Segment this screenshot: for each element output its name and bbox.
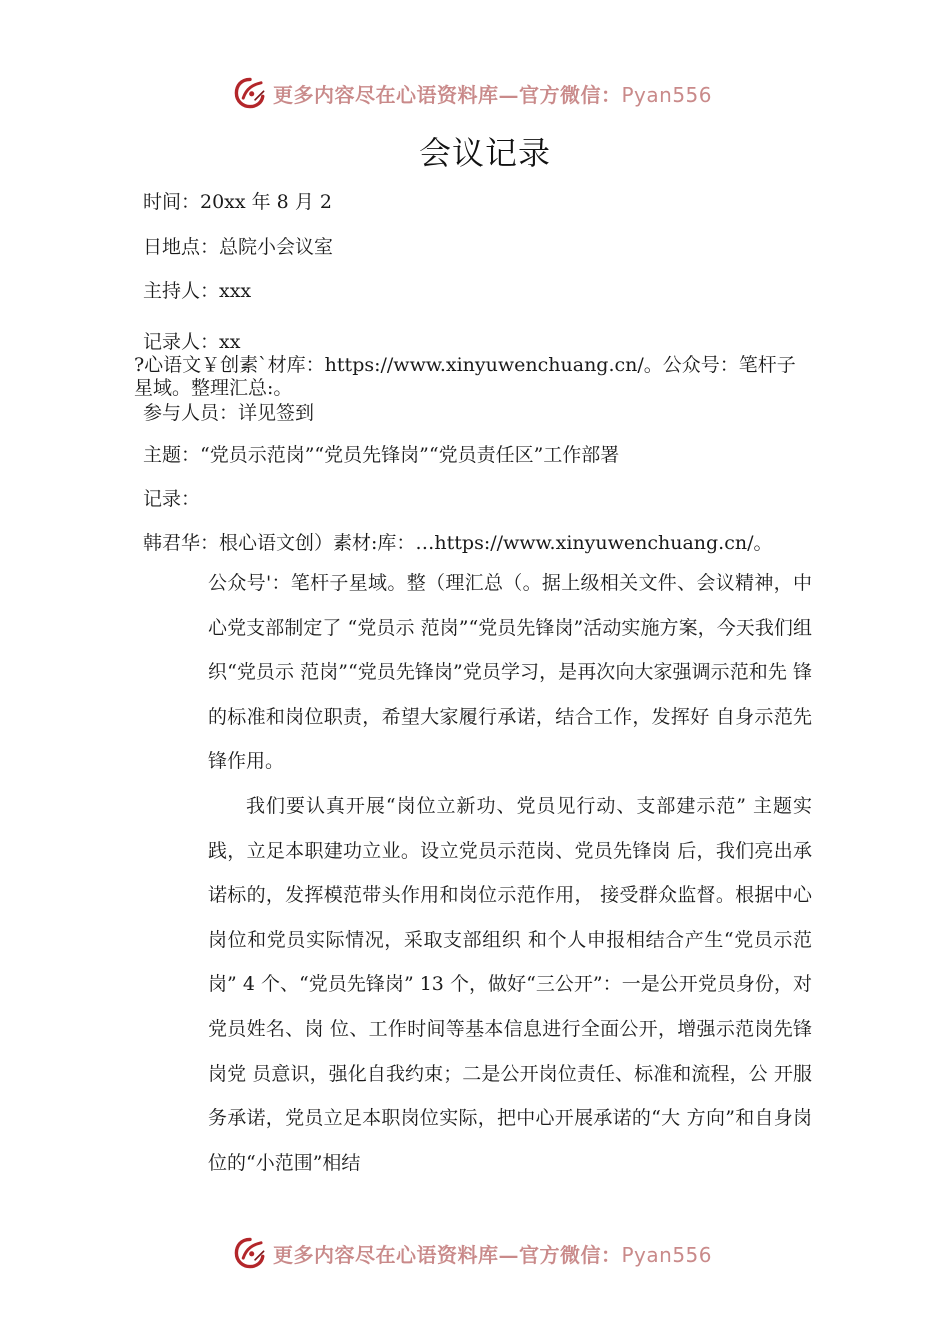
- brush-circle-logo-icon: [233, 1236, 267, 1270]
- speaker-line: 韩君华：根心语文创）素材:库：…https://www.xinyuwenchuang.cn/。: [143, 532, 773, 554]
- footer-banner: [233, 1233, 712, 1273]
- watermark-line-2: 星域。整理汇总:。: [134, 377, 293, 399]
- brush-circle-logo-icon: [233, 76, 267, 110]
- banner-text: 更多内容尽在心语资料库—官方微信：Pyan556: [273, 82, 713, 107]
- recorder-line: 记录人：xx: [143, 331, 241, 353]
- page-title: 会议记录: [418, 134, 551, 172]
- participants-line: 参与人员：详见签到: [143, 402, 315, 424]
- location-line: 日地点：总院小会议室: [143, 236, 334, 258]
- banner-text: 更多内容尽在心语资料库—官方微信：Pyan556: [273, 1242, 713, 1267]
- header-banner: [233, 73, 712, 113]
- topic-line: 主题：“党员示范岗”“党员先锋岗”“党员责任区”工作部署: [143, 444, 620, 466]
- record-label: 记录：: [143, 488, 201, 510]
- watermark-line-1: ?心语文￥创素`材库：https://www.xinyuwenchuang.cn/。公众号：笔杆子: [134, 354, 796, 376]
- wechat-id: Pyan556: [621, 82, 713, 107]
- wechat-id: Pyan556: [621, 1242, 713, 1267]
- body-paragraph-1: 公众号'：笔杆子星域。整（理汇总（。据上级相关文件、会议精神，中心党支部制定了 “党员示 范岗”“党员先锋岗”活动实施方案，今天我们组织“党员示 范岗”“党员先锋岗”党员学习，是再次向大家强调示范和先 锋的标准和岗位职责，希望大家履行承诺，结合工作，发挥好 自身示范先锋作用。: [208, 572, 812, 773]
- time-line: 时间：20xx 年 8 月 2: [143, 191, 332, 213]
- host-line: 主持人：xxx: [143, 280, 252, 302]
- body-paragraph-2: 我们要认真开展“岗位立新功、党员见行动、支部建示范” 主题实践，立足本职建功立业。设立党员示范岗、党员先锋岗 后，我们亮出承诺标的，发挥模范带头作用和岗位示范作用， 接受群众监督。根据中心岗位和党员实际情况，采取支部组织 和个人申报相结合产生“党员示范岗” 4 个、“党员先锋岗” 13 个，做好“三公开”：一是公开党员身份，对党员姓名、岗 位、工作时间等基本信息进行全面公开，增强示范岗先锋岗党 员意识，强化自我约束；二是公开岗位责任、标准和流程，公 开服务承诺，党员立足本职岗位实际，把中心开展承诺的“大 方向”和自身岗位的“小范围”相结: [208, 795, 812, 1174]
